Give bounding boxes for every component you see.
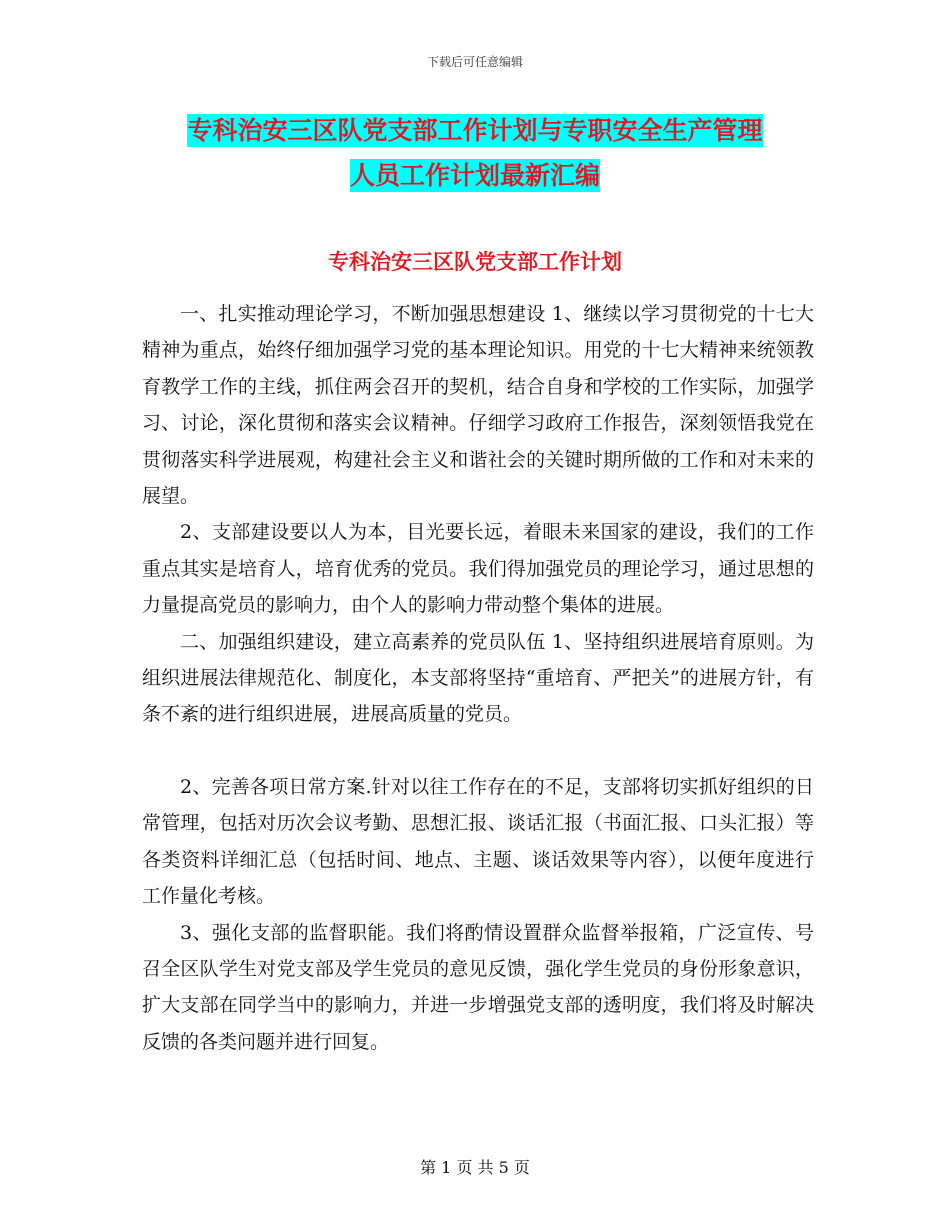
page-footer: 第 1 页 共 5 页 xyxy=(420,1158,530,1177)
section-title: 专科治安三区队党支部工作计划 xyxy=(328,250,622,274)
document-body xyxy=(142,296,814,1060)
paragraph-5: 3、强化支部的监督职能。我们将酌情设置群众监督举报箱，广泛宣传、号召全区队学生对党支部及学生党员的意见反馈，强化学生党员的身份形象意识，扩大支部在同学当中的影响力，并进一步增强党支部的透明度，我们将及时解决反馈的各类问题并进行回复。 xyxy=(142,921,814,1053)
document-title-line-2: 人员工作计划最新汇编 xyxy=(349,161,600,190)
paragraph-spacer xyxy=(142,733,814,769)
paragraph-2: 2、支部建设要以人为本，目光要长远，着眼未来国家的建设，我们的工作重点其实是培育人，培育优秀的党员。我们得加强党员的理论学习，通过思想的力量提高党员的影响力，由个人的影响力带动整个集体的进展。 xyxy=(142,521,814,617)
header-note: 下载后可任意编辑 xyxy=(426,55,523,69)
paragraph-4: 2、完善各项日常方案.针对以往工作存在的不足，支部将切实抓好组织的日常管理，包括对历次会议考勤、思想汇报、谈话汇报（书面汇报、口头汇报）等各类资料详细汇总（包括时间、地点、主题、谈话效果等内容），以便年度进行工作量化考核。 xyxy=(142,775,814,908)
document-title-line-1: 专科治安三区队党支部工作计划与专职安全生产管理 xyxy=(187,116,763,145)
document-title xyxy=(0,108,950,198)
paragraph-3: 二、加强组织建设，建立高素养的党员队伍 1、坚持组织进展培育原则。为组织进展法律规范化、制度化，本支部将坚持“重培育、严把关”的进展方针，有条不紊的进行组织进展，进展高质量的党员。 xyxy=(142,630,814,726)
paragraph-1: 一、扎实推动理论学习，不断加强思想建设 1、继续以学习贯彻党的十七大精神为重点，始终仔细加强学习党的基本理论知识。用党的十七大精神来统领教育教学工作的主线，抓住两会召开的契机，结合自身和学校的工作实际，加强学习、讨论，深化贯彻和落实会议精神。仔细学习政府工作报告，深刻领悟我党在贯彻落实科学进展观，构建社会主义和谐社会的关键时期所做的工作和对未来的展望。 xyxy=(142,303,814,508)
